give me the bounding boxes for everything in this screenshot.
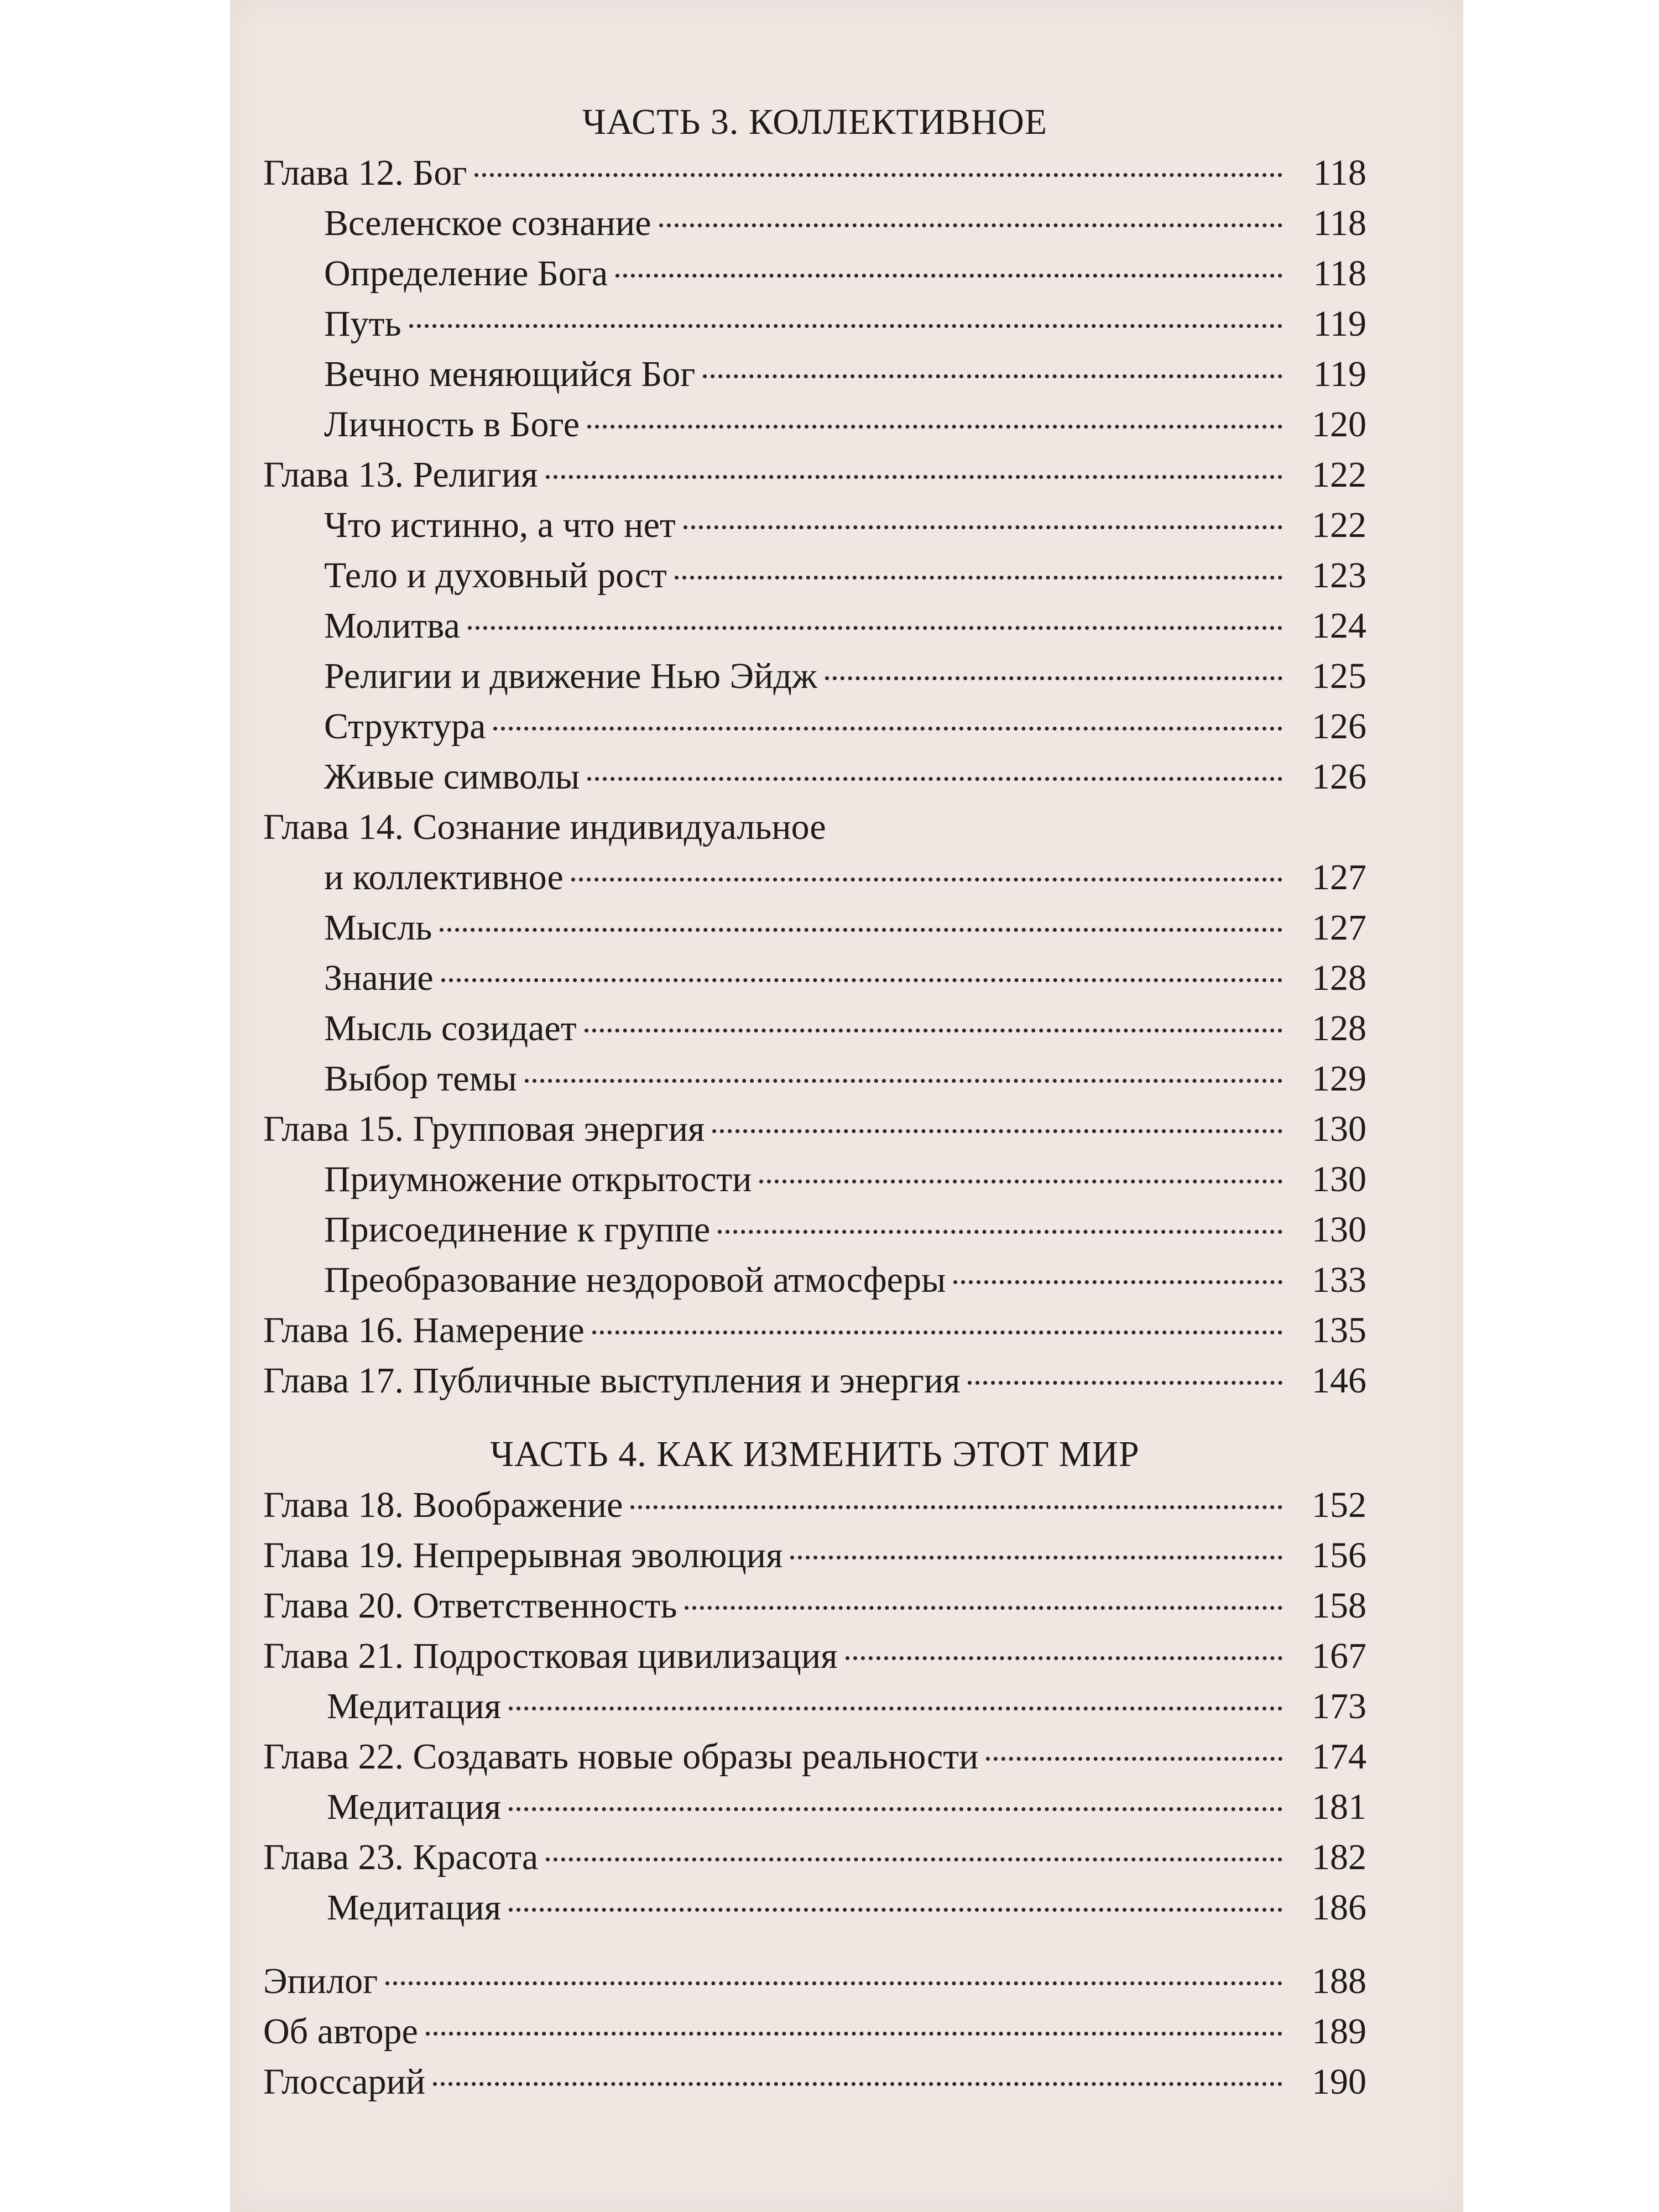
dot-leader xyxy=(790,1556,1282,1559)
toc-entry-page: 122 xyxy=(1312,505,1366,545)
toc-entry-section xyxy=(263,1154,1366,1204)
toc-entry-section xyxy=(263,349,1366,399)
toc-entry-section xyxy=(263,651,1366,701)
toc-entry-section xyxy=(263,1053,1366,1104)
toc-entry-page: 167 xyxy=(1312,1636,1366,1676)
toc-entry-page: 130 xyxy=(1312,1209,1366,1250)
dot-leader xyxy=(385,1981,1282,1985)
toc-entry-page: 130 xyxy=(1312,1109,1366,1149)
toc-entry-chapter xyxy=(263,1631,1366,1681)
toc-entry-title: Глава 14. Сознание индивидуальное xyxy=(263,807,826,847)
toc-entry-chapter xyxy=(263,1104,1366,1154)
toc-entry-page: 135 xyxy=(1312,1310,1366,1350)
toc-entry-page: 118 xyxy=(1313,203,1366,243)
toc-entry-page: 182 xyxy=(1312,1837,1366,1877)
toc-entry-title: Вечно меняющийся Бог xyxy=(324,354,696,394)
dot-leader xyxy=(509,1707,1282,1710)
toc-entry-back-matter xyxy=(263,1956,1366,2006)
toc-entry-title: Глава 18. Воображение xyxy=(263,1485,623,1525)
toc-entry-section xyxy=(263,198,1366,248)
toc-entry-chapter xyxy=(263,148,1366,198)
dot-leader xyxy=(703,374,1282,378)
toc-entry-section xyxy=(263,701,1366,752)
toc-entry-title: Молитва xyxy=(324,606,460,646)
dot-leader xyxy=(546,475,1282,479)
dot-leader xyxy=(440,928,1282,932)
toc-entry-section xyxy=(263,399,1366,450)
dot-leader xyxy=(712,1129,1282,1133)
dot-leader xyxy=(587,425,1282,429)
toc-entry-section xyxy=(263,902,1366,953)
toc-entry-section xyxy=(263,1204,1366,1255)
toc-entry-page: 186 xyxy=(1312,1887,1366,1928)
dot-leader xyxy=(718,1230,1282,1234)
toc-entry-page: 127 xyxy=(1312,857,1366,898)
dot-leader xyxy=(825,676,1282,680)
toc-entry-page: 188 xyxy=(1312,1961,1366,2001)
toc-entry-page: 189 xyxy=(1312,2011,1366,2052)
toc-entry-title: Выбор темы xyxy=(324,1058,517,1099)
toc-entry-section xyxy=(263,1003,1366,1053)
toc-entry-chapter xyxy=(263,1731,1366,1782)
toc-entry-title: Глава 21. Подростковая цивилизация xyxy=(263,1636,838,1676)
toc-entry-page: 190 xyxy=(1312,2062,1366,2102)
toc-entry-title: Глава 13. Религия xyxy=(263,455,538,495)
part-heading: ЧАСТЬ 4. КАК ИЗМЕНИТЬ ЭТОТ МИР xyxy=(490,1434,1140,1474)
toc-entry-page: 123 xyxy=(1312,555,1366,596)
toc-entry-page: 126 xyxy=(1312,706,1366,747)
toc-entry-title: Структура xyxy=(324,706,486,747)
toc-entry-page: 118 xyxy=(1313,153,1366,193)
toc-entry-section xyxy=(263,1782,1366,1832)
toc-entry-title: Глоссарий xyxy=(263,2062,426,2102)
toc-entry-section xyxy=(263,550,1366,601)
toc-entry-page: 120 xyxy=(1312,404,1366,445)
toc-entry-title: Тело и духовный рост xyxy=(324,555,667,596)
toc-entry-title: Присоединение к группе xyxy=(324,1209,711,1250)
toc-entry-title: Живые символы xyxy=(324,757,580,797)
toc-entry-title: Глава 22. Создавать новые образы реальности xyxy=(263,1736,979,1777)
toc-entry-page: 128 xyxy=(1312,958,1366,998)
toc-entry-title: Глава 15. Групповая энергия xyxy=(263,1109,705,1149)
toc-entry-page: 173 xyxy=(1312,1686,1366,1726)
toc-entry-title: Мысль xyxy=(324,907,432,948)
dot-leader xyxy=(630,1505,1282,1509)
toc-entry-page: 181 xyxy=(1312,1787,1366,1827)
toc-entry-page: 174 xyxy=(1312,1736,1366,1777)
toc-entry-chapter xyxy=(263,1530,1366,1580)
toc-entry-page: 124 xyxy=(1312,606,1366,646)
toc-entry-title: Путь xyxy=(324,304,401,344)
toc-entry-title: Эпилог xyxy=(263,1961,378,2001)
book-page xyxy=(230,0,1463,2212)
dot-leader xyxy=(493,727,1282,731)
dot-leader xyxy=(468,626,1282,630)
dot-leader xyxy=(441,978,1282,982)
toc-entry-section xyxy=(263,1681,1366,1731)
dot-leader xyxy=(571,878,1282,881)
dot-leader xyxy=(592,1331,1282,1334)
dot-leader xyxy=(525,1079,1282,1083)
part-heading: ЧАСТЬ 3. КОЛЛЕКТИВНОЕ xyxy=(582,102,1048,142)
dot-leader xyxy=(433,2082,1282,2086)
toc-entry-section xyxy=(263,299,1366,349)
toc-entry-section xyxy=(263,500,1366,550)
dot-leader xyxy=(675,576,1282,580)
toc-entry-title: Глава 17. Публичные выступления и энергия xyxy=(263,1360,961,1401)
dot-leader xyxy=(685,1606,1282,1610)
toc-entry-section xyxy=(263,1882,1366,1933)
toc-entry-title: Определение Бога xyxy=(324,253,608,294)
dot-leader xyxy=(615,274,1282,278)
table-of-contents xyxy=(263,97,1366,2107)
toc-entry-page: 122 xyxy=(1312,455,1366,495)
toc-entry-section xyxy=(263,953,1366,1003)
toc-entry-page: 130 xyxy=(1312,1159,1366,1199)
toc-entry-title: Приумножение открытости xyxy=(324,1159,752,1199)
dot-leader xyxy=(585,1029,1282,1032)
section-spacer xyxy=(263,1933,1366,1956)
toc-entry-title: Глава 19. Непрерывная эволюция xyxy=(263,1535,783,1575)
toc-entry-chapter xyxy=(263,802,1366,852)
dot-leader xyxy=(509,1908,1282,1912)
dot-leader xyxy=(587,777,1282,781)
toc-entry-page: 129 xyxy=(1312,1058,1366,1099)
toc-entry-title: Знание xyxy=(324,958,434,998)
toc-entry-title: Преобразование нездоровой атмосферы xyxy=(324,1260,946,1300)
toc-entry-back-matter xyxy=(263,2006,1366,2057)
dot-leader xyxy=(409,324,1282,328)
toc-entry-title: Вселенское сознание xyxy=(324,203,651,243)
toc-entry-page: 119 xyxy=(1313,304,1366,344)
dot-leader xyxy=(474,173,1282,177)
toc-entry-title: Что истинно, а что нет xyxy=(324,505,676,545)
dot-leader xyxy=(426,2032,1282,2036)
toc-entry-title: Глава 23. Красота xyxy=(263,1837,539,1877)
toc-entry-section xyxy=(263,752,1366,802)
toc-entry-page: 152 xyxy=(1312,1485,1366,1525)
toc-entry-title: Личность в Боге xyxy=(324,404,580,445)
dot-leader xyxy=(953,1280,1282,1284)
toc-entry-chapter xyxy=(263,1480,1366,1530)
toc-entry-title: Мысль созидает xyxy=(324,1008,577,1048)
toc-entry-section xyxy=(263,601,1366,651)
toc-entry-page: 133 xyxy=(1312,1260,1366,1300)
dot-leader xyxy=(846,1656,1282,1660)
toc-entry-chapter xyxy=(263,450,1366,500)
toc-entry-chapter-continued xyxy=(263,852,1366,902)
toc-entry-page: 127 xyxy=(1312,907,1366,948)
toc-entry-title: Медитация xyxy=(327,1787,502,1827)
toc-entry-title: Медитация xyxy=(327,1887,502,1928)
toc-entry-title: Глава 16. Намерение xyxy=(263,1310,585,1350)
toc-entry-title: Глава 12. Бог xyxy=(263,153,467,193)
toc-entry-back-matter xyxy=(263,2057,1366,2107)
toc-entry-page: 118 xyxy=(1313,253,1366,294)
toc-entry-page: 146 xyxy=(1312,1360,1366,1401)
dot-leader xyxy=(968,1381,1282,1385)
dot-leader xyxy=(659,223,1283,227)
toc-entry-section xyxy=(263,1255,1366,1305)
toc-entry-chapter xyxy=(263,1832,1366,1882)
toc-entry-title: Медитация xyxy=(327,1686,502,1726)
toc-entry-title: Глава 20. Ответственность xyxy=(263,1585,677,1626)
toc-entry-title: и коллективное xyxy=(324,857,564,898)
dot-leader xyxy=(684,525,1282,529)
toc-entry-title: Религии и движение Нью Эйдж xyxy=(324,656,817,696)
toc-entry-page: 126 xyxy=(1312,757,1366,797)
toc-entry-title: Об авторе xyxy=(263,2011,418,2052)
toc-entry-page: 125 xyxy=(1312,656,1366,696)
toc-entry-chapter xyxy=(263,1580,1366,1631)
toc-entry-page: 128 xyxy=(1312,1008,1366,1048)
dot-leader xyxy=(759,1180,1282,1183)
toc-entry-page: 158 xyxy=(1312,1585,1366,1626)
toc-entry-chapter xyxy=(263,1305,1366,1355)
toc-entry-page: 119 xyxy=(1313,354,1366,394)
dot-leader xyxy=(509,1807,1282,1811)
toc-entry-section xyxy=(263,248,1366,299)
dot-leader xyxy=(546,1858,1282,1861)
dot-leader xyxy=(986,1757,1282,1761)
toc-entry-page: 156 xyxy=(1312,1535,1366,1575)
toc-entry-chapter xyxy=(263,1355,1366,1406)
